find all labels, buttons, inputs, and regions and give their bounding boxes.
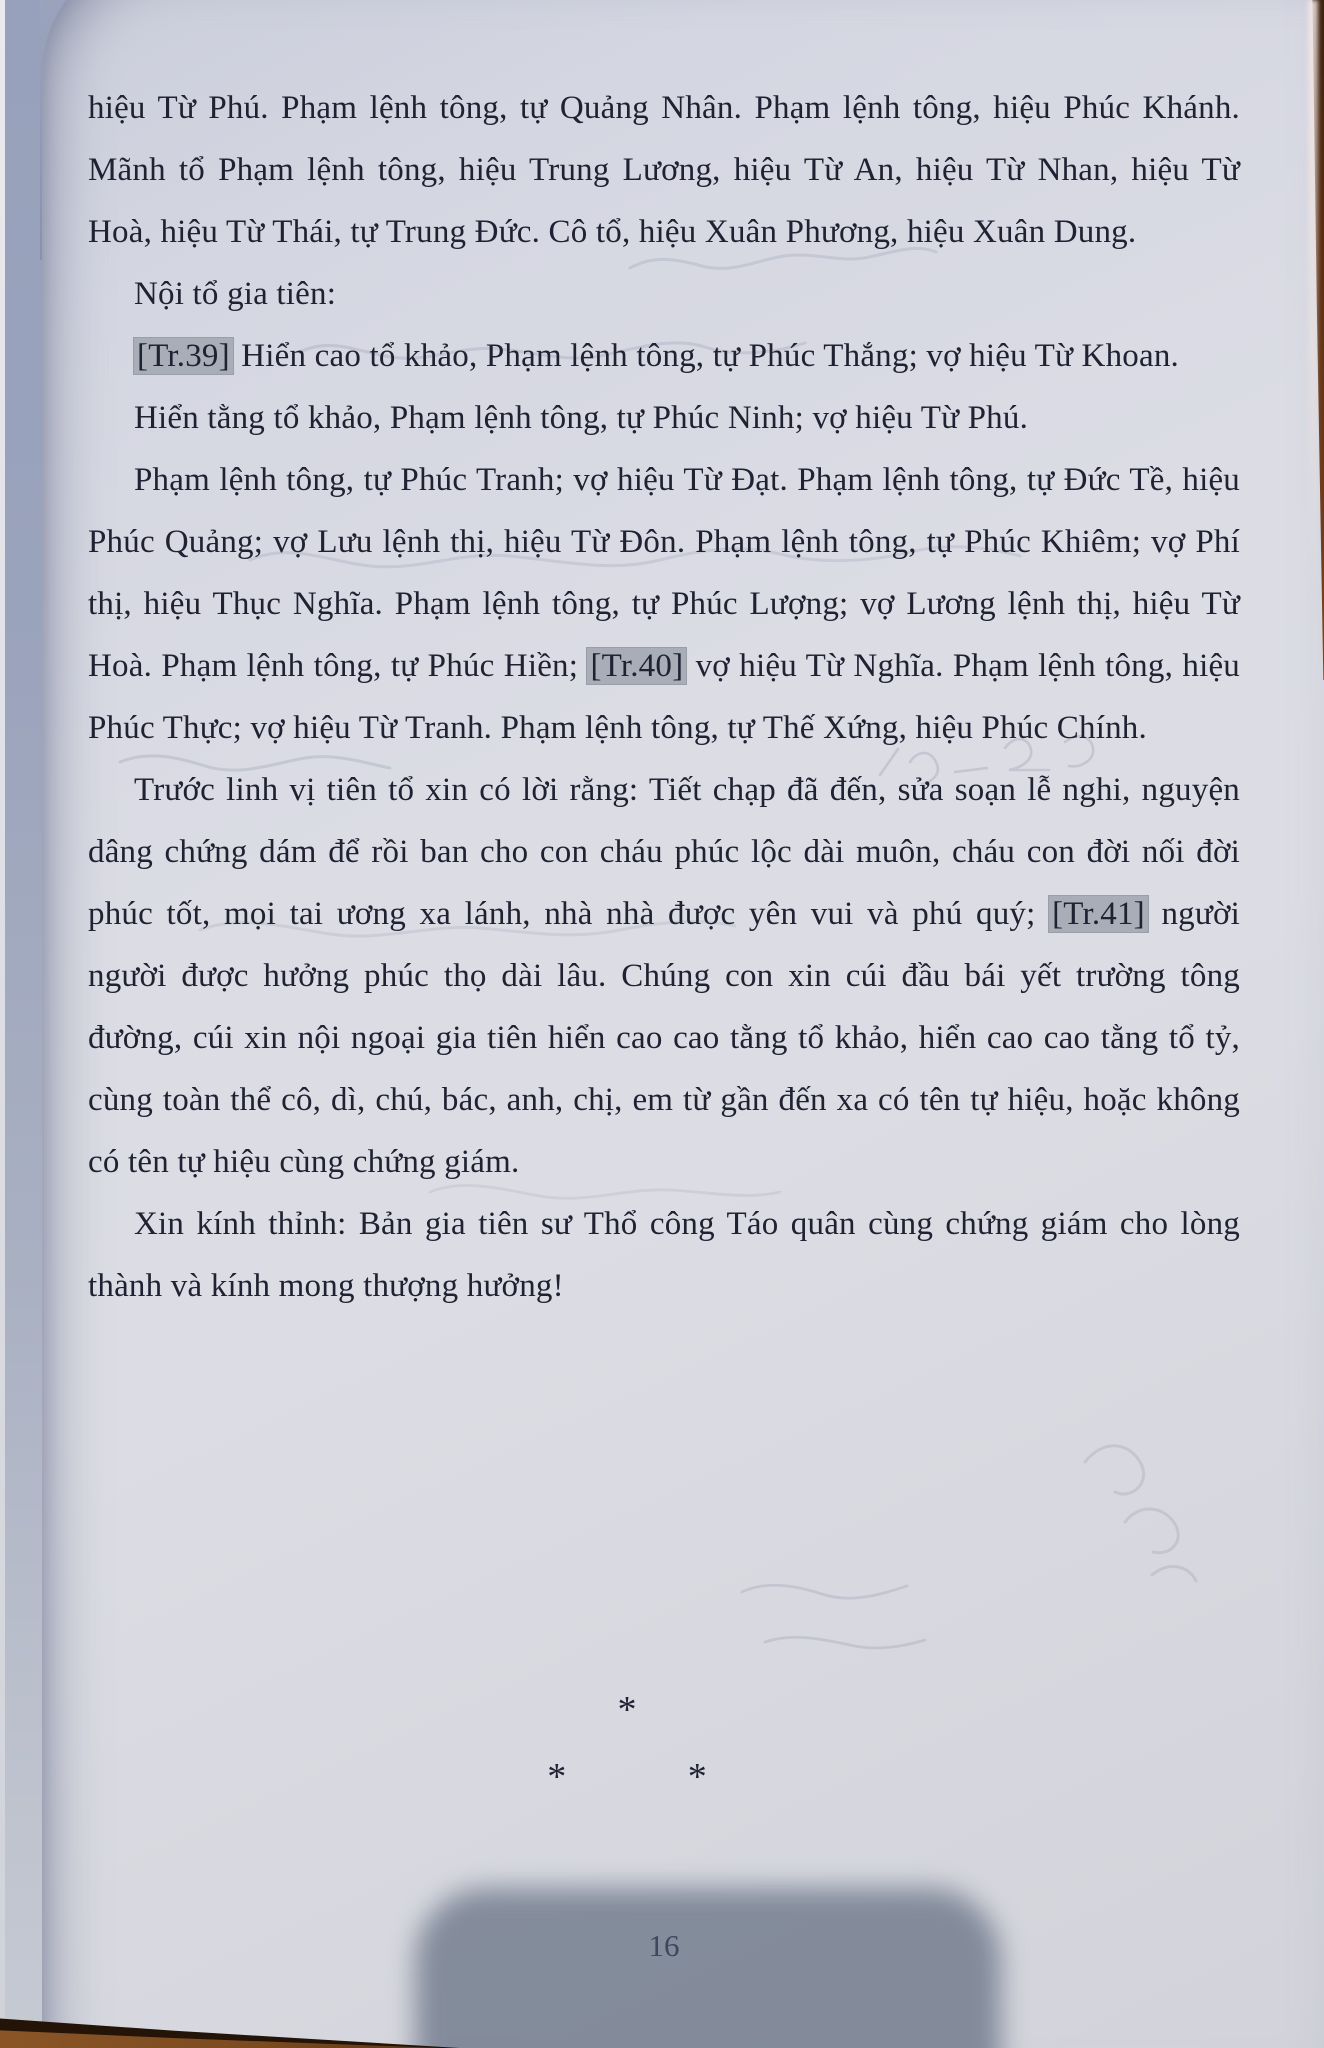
text-run: Trước linh vị tiên tổ xin có lời rằng: Tiết chạp đã đến, sửa soạn lễ nghi, nguyện dâng chứng dám để rồi ban cho con cháu phúc lộc dài muôn, cháu con đời nối đời phúc tốt, mọi tai ương xa lánh, nhà nhà được yên vui và phú quý;: [88, 772, 1240, 932]
camera-shadow: [415, 1888, 1001, 2048]
paragraph: [88, 325, 1240, 387]
book-edge-highlight: [0, 0, 5, 2048]
footnote-separator-row-1: [51, 1688, 1203, 1732]
page-right-edge-highlight: [1308, 0, 1318, 620]
text-run: Phạm lệnh tông, tự Phúc Tranh; vợ hiệu Từ Đạt. Phạm lệnh tông, tự Đức Tề, hiệu Phúc Quảng; vợ Lưu lệnh thị, hiệu Từ Đôn. Phạm lệnh tông, tự Phúc Khiêm; vợ Phí thị, hiệu Thục Nghĩa. Phạm lệnh tông, tự Phúc Lượng; vợ Lương lệnh thị, hiệu Từ Hoà. Phạm lệnh tông, tự Phúc Hiền;: [88, 462, 1240, 684]
text-run: Nội tổ gia tiên:: [134, 276, 337, 312]
text-run: Xin kính thỉnh: Bản gia tiên sư Thổ công Táo quân cùng chứng giám cho lòng thành và kính mong thượng hưởng!: [88, 1206, 1240, 1304]
text-block: [88, 77, 1240, 1317]
paragraph: [88, 449, 1240, 759]
asterisk: *: [687, 1756, 707, 1798]
text-run: vợ hiệu Từ Nghĩa. Phạm lệnh tông, hiệu Phúc Thực; vợ hiệu Từ Tranh. Phạm lệnh tông, tự Thế Xứng, hiệu Phúc Chính.: [88, 648, 1240, 746]
text-run: Hiển cao tổ khảo, Phạm lệnh tông, tự Phúc Thắng; vợ hiệu Từ Khoan.: [232, 338, 1179, 374]
footnote-separator-row-2: [51, 1755, 1203, 1799]
asterisk: *: [617, 1689, 637, 1731]
paragraph: [88, 759, 1240, 1193]
paragraph: [88, 77, 1240, 263]
asterisk: *: [547, 1756, 567, 1798]
paragraph: [88, 387, 1240, 449]
paragraph: [88, 263, 1240, 325]
paragraph: [88, 1193, 1240, 1317]
page-ref-marker: [Tr.39]: [134, 338, 233, 374]
paper-page: [42, 0, 1324, 2048]
text-run: người người được hưởng phúc thọ dài lâu. Chúng con xin cúi đầu bái yết trường tông đường, cúi xin nội ngoại gia tiên hiển cao cao tằng tổ khảo, hiển cao cao tằng tổ tỷ, cùng toàn thể cô, dì, chú, bác, anh, chị, em từ gần đến xa có tên tự hiệu, hoặc không có tên tự hiệu cùng chứng giám.: [88, 896, 1240, 1180]
page-ref-marker: [Tr.40]: [587, 648, 686, 684]
text-run: hiệu Từ Phú. Phạm lệnh tông, tự Quảng Nhân. Phạm lệnh tông, hiệu Phúc Khánh. Mãnh tổ Phạm lệnh tông, hiệu Trung Lương, hiệu Từ An, hiệu Từ Nhan, hiệu Từ Hoà, hiệu Từ Thái, tự Trung Đức. Cô tổ, hiệu Xuân Phương, hiệu Xuân Dung.: [88, 90, 1240, 250]
page-ref-marker: [Tr.41]: [1049, 896, 1148, 932]
text-run: Hiển tằng tổ khảo, Phạm lệnh tông, tự Phúc Ninh; vợ hiệu Từ Phú.: [134, 400, 1029, 436]
